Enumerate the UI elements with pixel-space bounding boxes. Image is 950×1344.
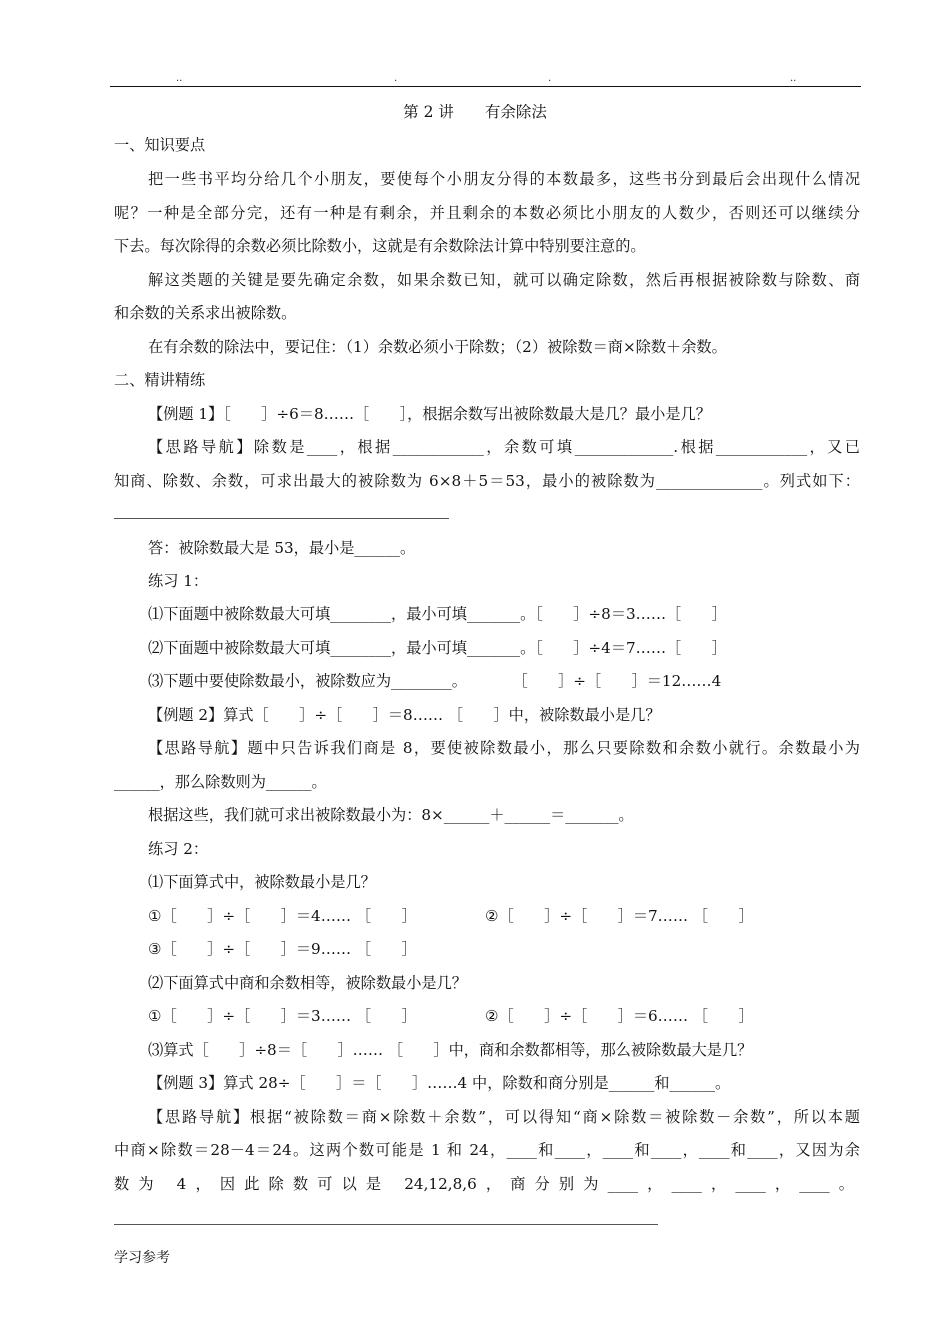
section-heading: 二、精讲精练 [114, 371, 206, 389]
paragraph-line: 把一些书平均分给几个小朋友，要使每个小朋友分得的本数最多，这些书分到最后会出现什么情况 [148, 170, 860, 188]
paragraph-line: 下去。每次除得的余数必须比除数小，这就是有余数除法计算中特别要注意的。 [114, 237, 646, 255]
exercise-item: ⑵下面题中被除数最大可填________，最小可填_______。［ ］÷4＝7……［ ］ [148, 639, 727, 657]
paragraph-line: 【思路导航】除数是____，根据____________，余数可填_____________.根据____________，又已 [148, 438, 860, 456]
section-heading: 一、知识要点 [114, 136, 206, 154]
example-line: 【例题 3】算式 28÷［ ］＝［ ］……4 中，除数和商分别是______和______。 [148, 1074, 731, 1092]
lesson-title: 第 2 讲 有余除法 [403, 103, 547, 121]
header-dots: . [548, 73, 552, 84]
answer-rule [114, 1224, 658, 1225]
exercise-item: ⑴下面题中被除数最大可填________，最小可填_______。［ ］÷8＝3……［ ］ [148, 605, 727, 623]
paragraph-line: 数为 4，因此除数可以是 24,12,8,6，商分别为____，____，____，____。 [114, 1175, 854, 1193]
paragraph-line: 中商×除数＝28－4＝24。这两个数可能是 1 和 24，____和____，____和____，____和____，又因为余 [114, 1141, 860, 1159]
header-dots: .. [176, 73, 183, 84]
exercise-item: ⑶算式［ ］÷8＝［ ］…… ［ ］中，商和余数都相等，那么被除数最大是几？ [148, 1041, 753, 1059]
answer-rule [114, 518, 449, 519]
header-rule [110, 86, 861, 87]
exercise-item: ⑴下面算式中，被除数最小是几？ [148, 873, 376, 891]
exercise-item: ⑵下面算式中商和余数相等，被除数最小是几？ [148, 974, 467, 992]
exercise-item: ①［ ］÷［ ］＝4…… ［ ］ ②［ ］÷［ ］＝7…… ［ ］ [148, 907, 754, 925]
answer-line: 答：被除数最大是 53，最小是______。 [148, 539, 416, 557]
exercise-item: ⑶下题中要使除数最小，被除数应为________。 ［ ］÷［ ］＝12……4 [148, 672, 722, 690]
paragraph-line: 呢？一种是全部分完，还有一种是有剩余，并且剩余的本数必须比小朋友的人数少，否则还可以继续分 [114, 204, 860, 222]
paragraph-line: ______，那么除数则为______。 [114, 773, 327, 791]
paragraph-line: 知商、除数、余数，可求出最大的被除数为 6×8＋5＝53，最小的被除数为______________。列式如下： [114, 472, 860, 490]
paragraph-line: 【思路导航】题中只告诉我们商是 8，要使被除数最小，那么只要除数和余数小就行。余数最小为 [148, 739, 860, 757]
paragraph-line: 解这类题的关键是要先确定余数，如果余数已知，就可以确定除数，然后再根据被除数与除数、商 [148, 271, 860, 289]
paragraph-line: 在有余数的除法中，要记住：（1）余数必须小于除数；（2）被除数＝商×除数＋余数。 [148, 338, 727, 356]
paragraph-line: 和余数的关系求出被除数。 [114, 304, 297, 322]
header-dots: . [394, 73, 398, 84]
exercise-heading: 练习 1： [148, 572, 209, 590]
exercise-item: ①［ ］÷［ ］＝3…… ［ ］ ②［ ］÷［ ］＝6…… ［ ］ [148, 1007, 754, 1025]
example-line: 【例题 2】算式［ ］÷［ ］＝8…… ［ ］中，被除数最小是几？ [148, 706, 661, 724]
exercise-heading: 练习 2： [148, 840, 209, 858]
paragraph-line: 根据这些，我们就可求出被除数最小为：8×______＋______＝_______。 [148, 806, 634, 824]
header-dots: .. [790, 73, 797, 84]
paragraph-line: 【思路导航】根据“被除数＝商×除数＋余数”，可以得知“商×除数＝被除数－余数”，所以本题 [148, 1108, 860, 1126]
footer-label: 学习参考 [114, 1250, 170, 1266]
example-line: 【例题 1】［ ］÷6＝8……［ ］，根据余数写出被除数最大是几？最小是几？ [148, 405, 711, 423]
exercise-item: ③［ ］÷［ ］＝9…… ［ ］ [148, 940, 417, 958]
